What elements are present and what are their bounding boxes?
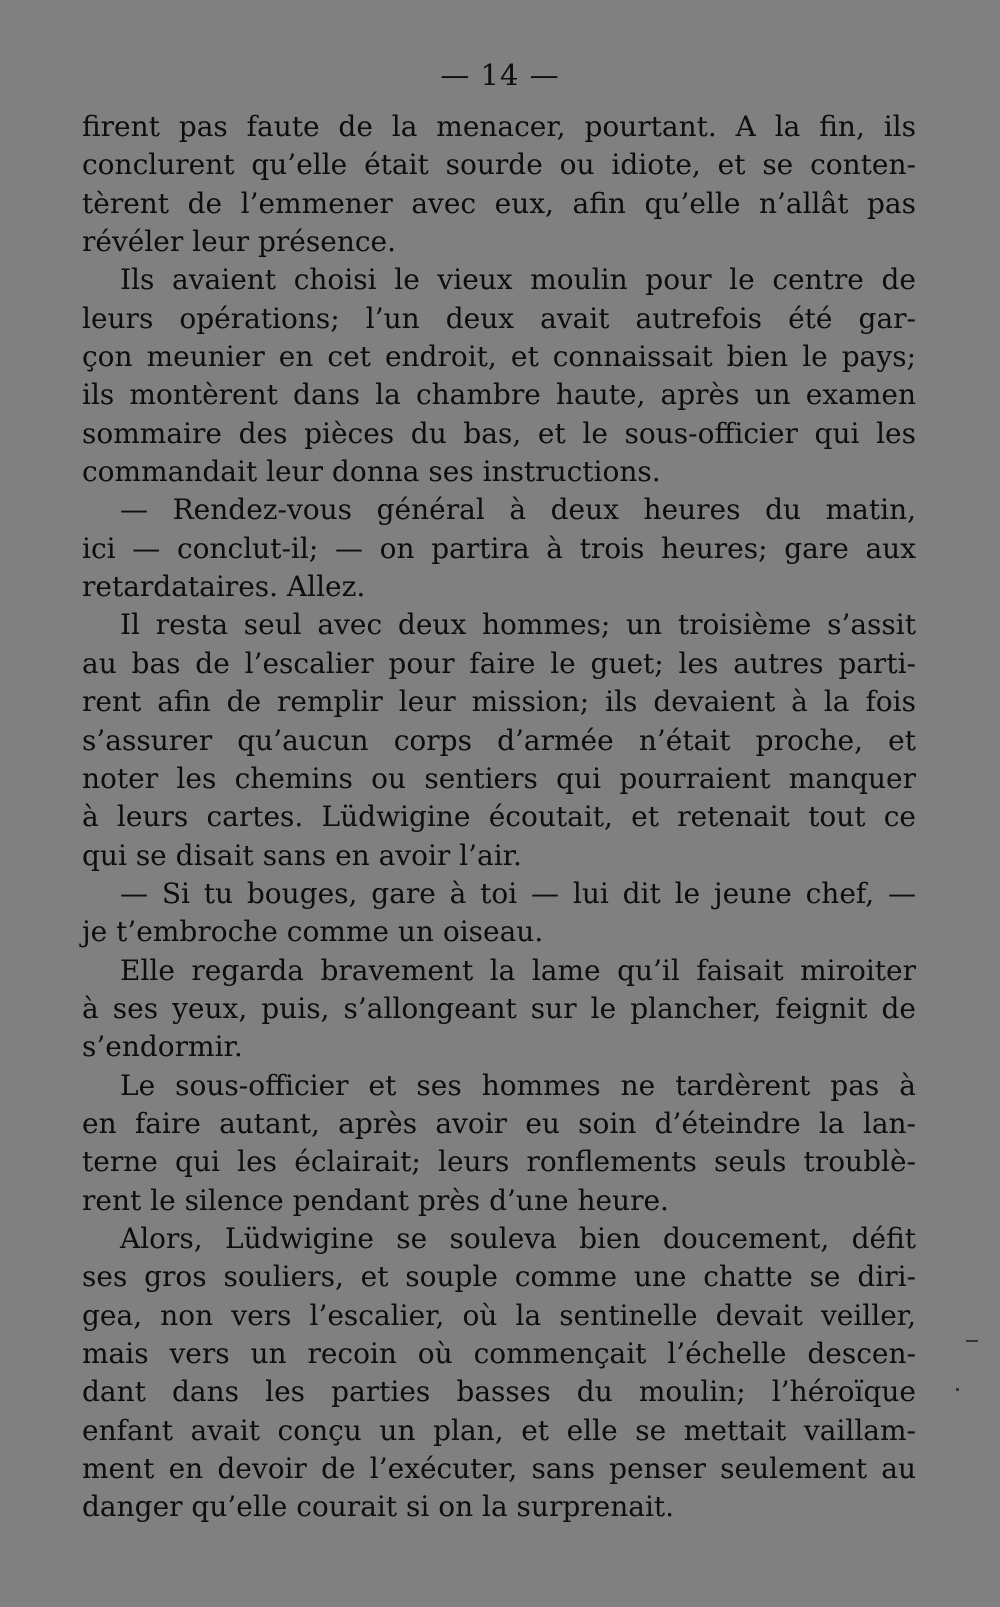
text-line: Il resta seul avec deux hommes; un troisième s’assit [120,608,916,642]
text-line: noter les chemins ou sentiers qui pourraient manquer [82,761,916,795]
text-line: à ses yeux, puis, s’allongeant sur le plancher, feignit de [82,991,916,1025]
text-line: Ils avaient choisi le vieux moulin pour le centre de [120,263,916,297]
text-line: enfant avait conçu un plan, et elle se mettait vaillam- [82,1413,916,1447]
text-line: qui se disait sans en avoir l’air. [82,838,522,872]
text-line: tèrent de l’emmener avec eux, afin qu’elle n’allât pas [82,186,916,220]
text-line: sommaire des pièces du bas, et le sous-officier qui les [82,416,916,450]
text-line: Le sous-officier et ses hommes ne tardèrent pas à [120,1068,916,1102]
text-line: rent le silence pendant près d’une heure. [82,1183,669,1217]
text-line: Alors, Lüdwigine se souleva bien doucement, défit [120,1221,916,1255]
body-text [82,108,916,1527]
margin-mark [966,1340,978,1342]
text-line: s’assurer qu’aucun corps d’armée n’était proche, et [82,723,916,757]
text-line: en faire autant, après avoir eu soin d’éteindre la lan- [82,1106,916,1140]
text-line: ment en devoir de l’exécuter, sans penser seulement au [82,1452,916,1486]
text-line: s’endormir. [82,1030,243,1064]
margin-mark [956,1388,959,1391]
text-line: çon meunier en cet endroit, et connaissait bien le pays; [82,340,916,374]
text-line: gea, non vers l’escalier, où la sentinelle devait veiller, [82,1298,916,1332]
text-line: ses gros souliers, et souple comme une chatte se diri- [82,1260,916,1294]
text-line: — Si tu bouges, gare à toi — lui dit le jeune chef, — [120,876,916,910]
text-line: danger qu’elle courait si on la surprenait. [82,1490,675,1524]
text-line: Elle regarda bravement la lame qu’il faisait miroiter [120,953,916,987]
text-line: conclurent qu’elle était sourde ou idiote, et se conten- [82,148,916,182]
text-line: révéler leur présence. [82,225,397,259]
text-line: terne qui les éclairait; leurs ronflements seuls troublè- [82,1145,916,1179]
text-line: — Rendez-vous général à deux heures du matin, [120,493,916,527]
text-line: je t’embroche comme un oiseau. [82,915,544,949]
text-line: firent pas faute de la menacer, pourtant. A la fin, ils [82,110,916,143]
text-line: ici — conclut-il; — on partira à trois heures; gare aux [82,531,916,565]
text-line: mais vers un recoin où commençait l’échelle descen- [82,1337,916,1370]
text-line: retardataires. Allez. [82,570,366,604]
page-number: — 14 — [440,58,560,92]
text-line: au bas de l’escalier pour faire le guet; les autres parti- [82,646,916,680]
text-line: leurs opérations; l’un deux avait autrefois été gar- [82,301,916,335]
text-line: rent afin de remplir leur mission; ils devaient à la fois [82,685,916,719]
text-line: à leurs cartes. Lüdwigine écoutait, et retenait tout ce [82,800,916,834]
text-line: commandait leur donna ses instructions. [82,455,661,489]
text-line: dant dans les parties basses du moulin; l’héroïque [82,1375,916,1409]
text-line: ils montèrent dans la chambre haute, après un examen [82,378,916,412]
